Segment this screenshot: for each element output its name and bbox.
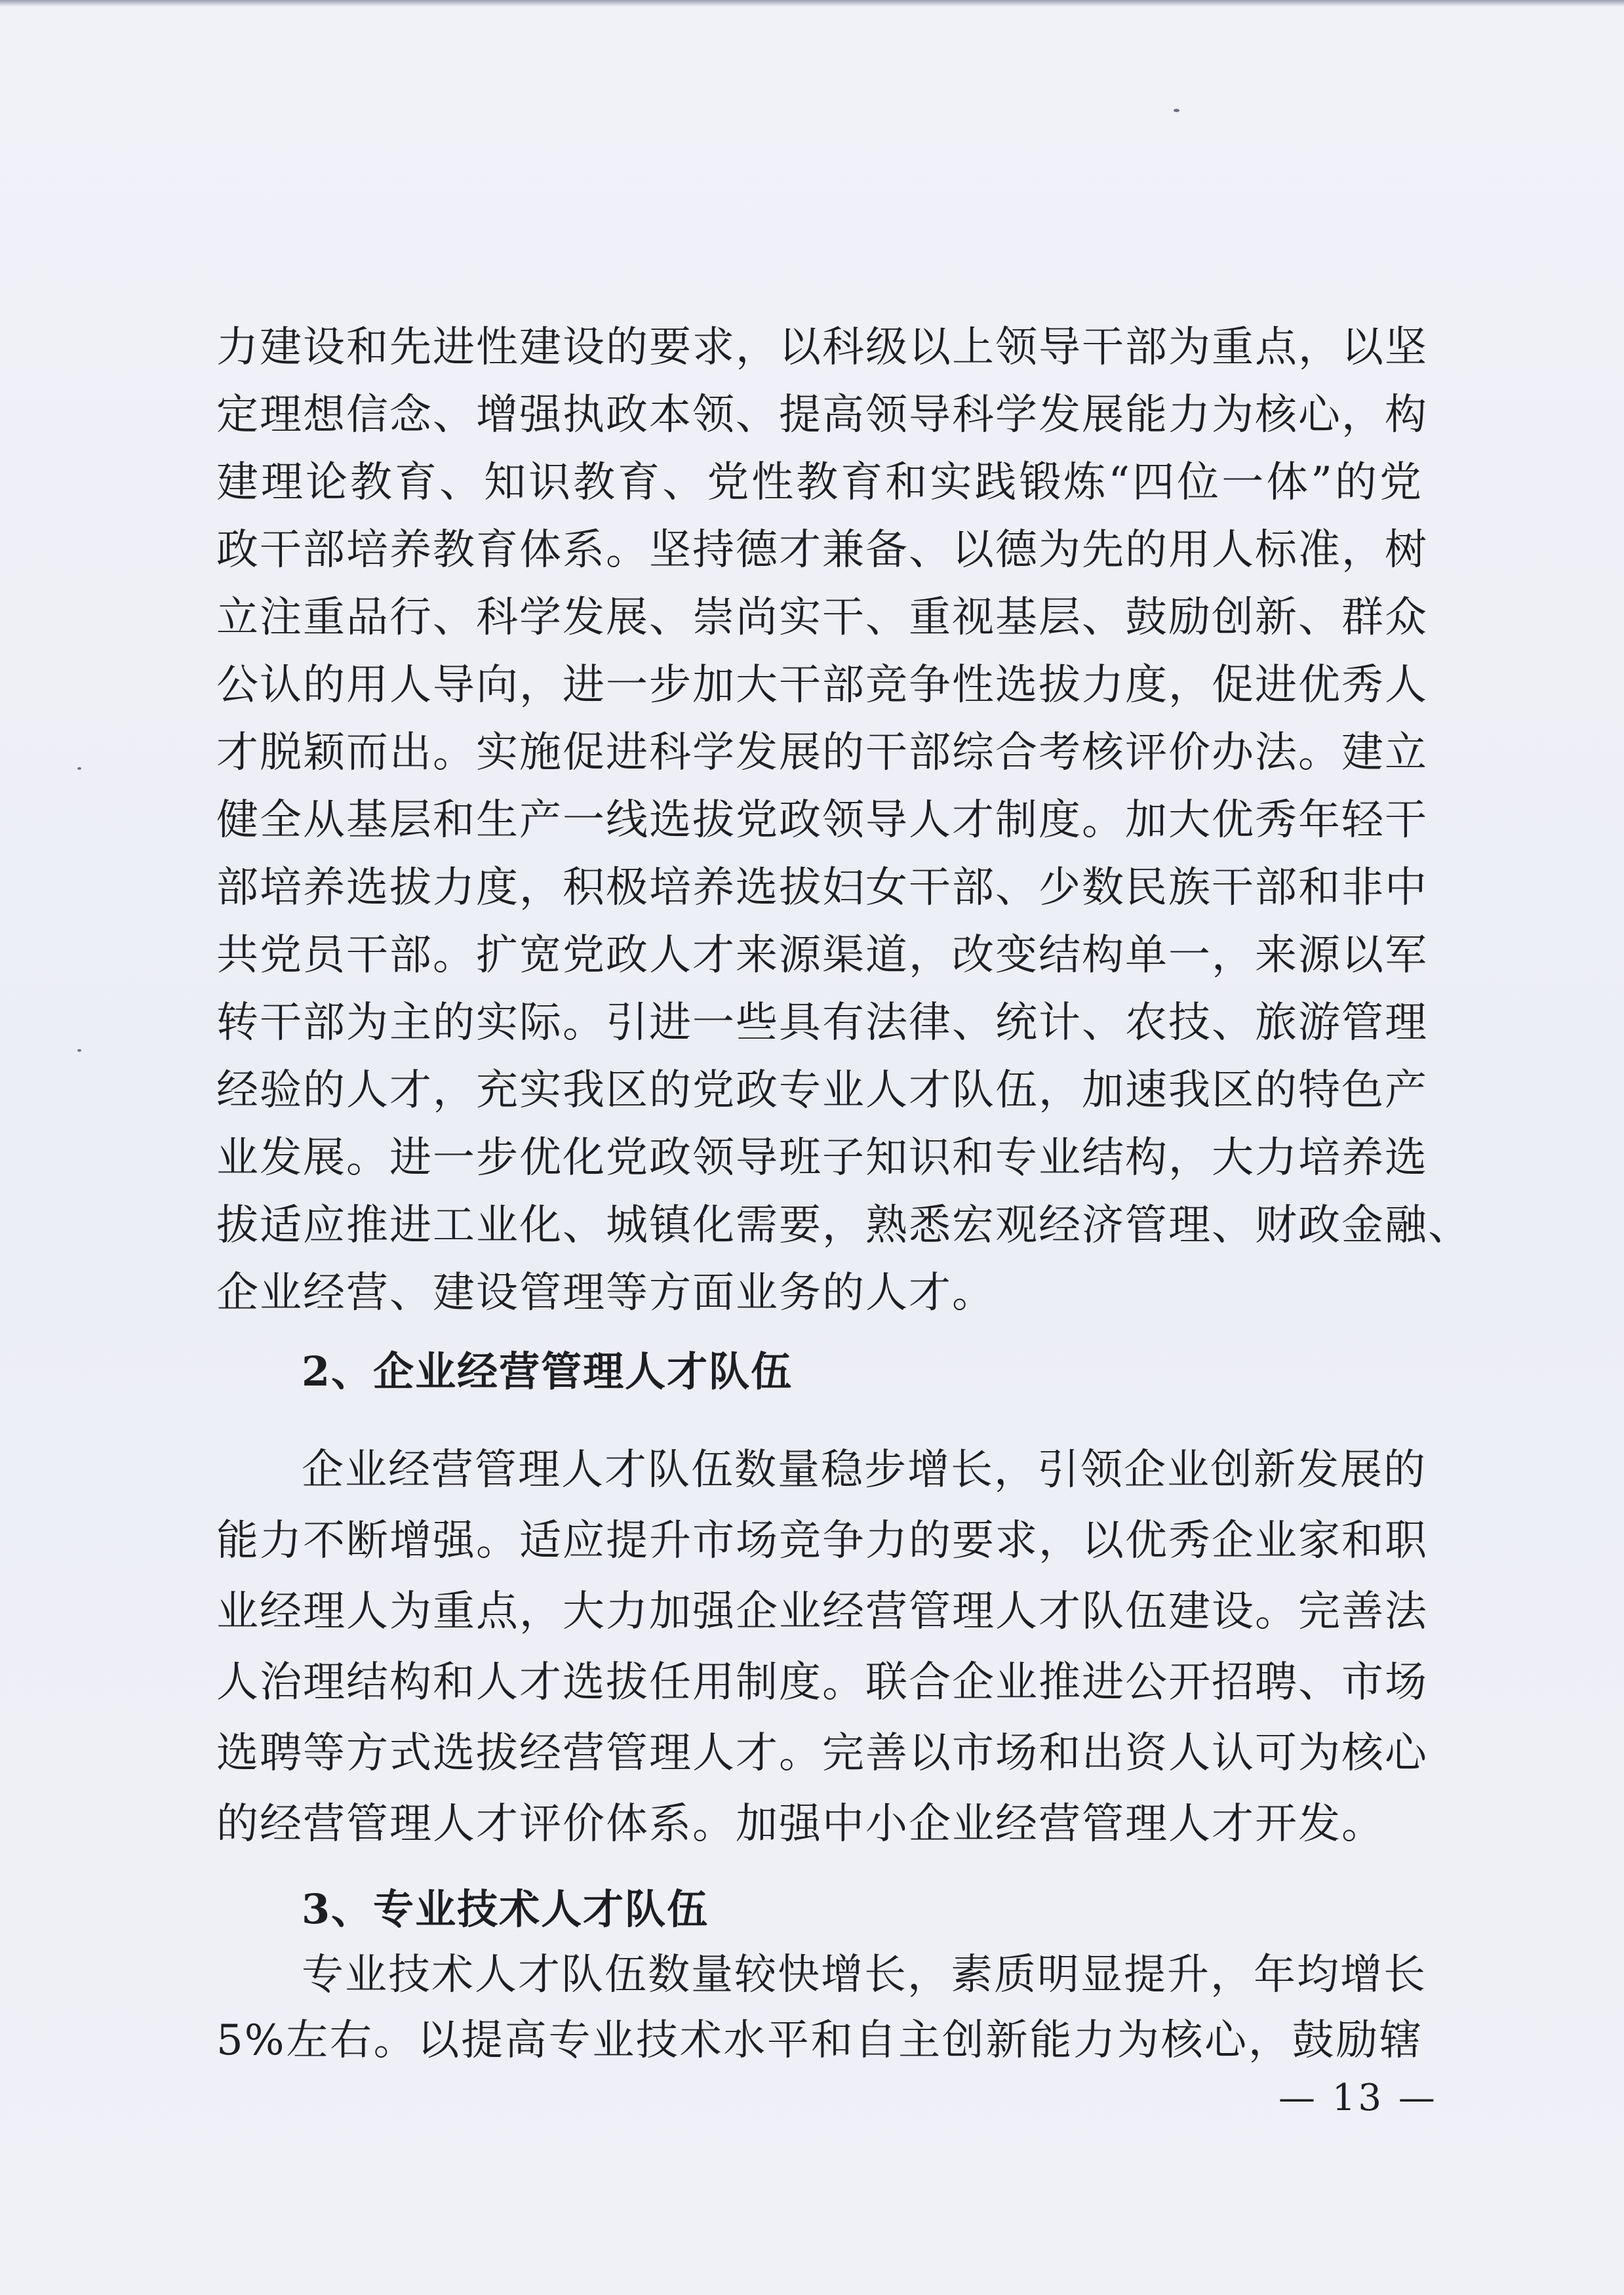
body-line: 企业经营管理人才队伍数量稳步增长，引领企业创新发展的 — [302, 1446, 1427, 1494]
scan-speck — [77, 767, 81, 770]
body-line: 公认的用人导向，进一步加大干部竞争性选拔力度，促进优秀人 — [216, 661, 1428, 709]
body-line: 专业技术人才队伍数量较快增长，素质明显提升，年均增长 — [302, 1951, 1427, 1999]
body-line: 建理论教育、知识教育、党性教育和实践锻炼“四位一体”的党 — [216, 458, 1423, 507]
body-line: 能力不断增强。适应提升市场竞争力的要求，以优秀企业家和职 — [216, 1517, 1428, 1565]
scan-speck — [1174, 109, 1179, 112]
body-line: 政干部培养教育体系。坚持德才兼备、以德为先的用人标准，树 — [216, 526, 1428, 574]
body-line: 力建设和先进性建设的要求，以科级以上领导干部为重点，以坚 — [216, 323, 1428, 372]
body-line: 业经理人为重点，大力加强企业经营管理人才队伍建设。完善法 — [216, 1587, 1428, 1636]
scan-speck — [77, 1049, 81, 1052]
body-line: 5%左右。以提高专业技术水平和自主创新能力为核心，鼓励辖 — [216, 2016, 1423, 2065]
body-line: 选聘等方式选拔经营管理人才。完善以市场和出资人认可为核心 — [216, 1729, 1428, 1778]
section-heading: 2、企业经营管理人才队伍 — [302, 1347, 793, 1395]
scan-top-edge — [0, 0, 1624, 7]
body-line: 共党员干部。扩宽党政人才来源渠道，改变结构单一，来源以军 — [216, 931, 1428, 980]
body-line: 人治理结构和人才选拔任用制度。联合企业推进公开招聘、市场 — [216, 1658, 1428, 1707]
body-line: 定理想信念、增强执政本领、提高领导科学发展能力为核心，构 — [216, 391, 1428, 439]
body-line: 企业经营、建设管理等方面业务的人才。 — [216, 1269, 995, 1317]
body-line: 健全从基层和生产一线选拔党政领导人才制度。加大优秀年轻干 — [216, 796, 1428, 845]
body-line: 才脱颖而出。实施促进科学发展的干部综合考核评价办法。建立 — [216, 728, 1428, 777]
page-number: — 13 — — [1278, 2077, 1438, 2119]
section-heading: 3、专业技术人才队伍 — [302, 1885, 709, 1933]
body-line: 拔适应推进工业化、城镇化需要，熟悉宏观经济管理、财政金融、 — [216, 1201, 1471, 1250]
body-line: 的经营管理人才评价体系。加强中小企业经营管理人才开发。 — [216, 1800, 1385, 1848]
body-line: 立注重品行、科学发展、崇尚实干、重视基层、鼓励创新、群众 — [216, 593, 1428, 642]
body-line: 部培养选拔力度，积极培养选拔妇女干部、少数民族干部和非中 — [216, 864, 1428, 912]
body-line: 转干部为主的实际。引进一些具有法律、统计、农技、旅游管理 — [216, 999, 1428, 1047]
body-line: 经验的人才，充实我区的党政专业人才队伍，加速我区的特色产 — [216, 1066, 1428, 1115]
body-line: 业发展。进一步优化党政领导班子知识和专业结构，大力培养选 — [216, 1134, 1428, 1182]
